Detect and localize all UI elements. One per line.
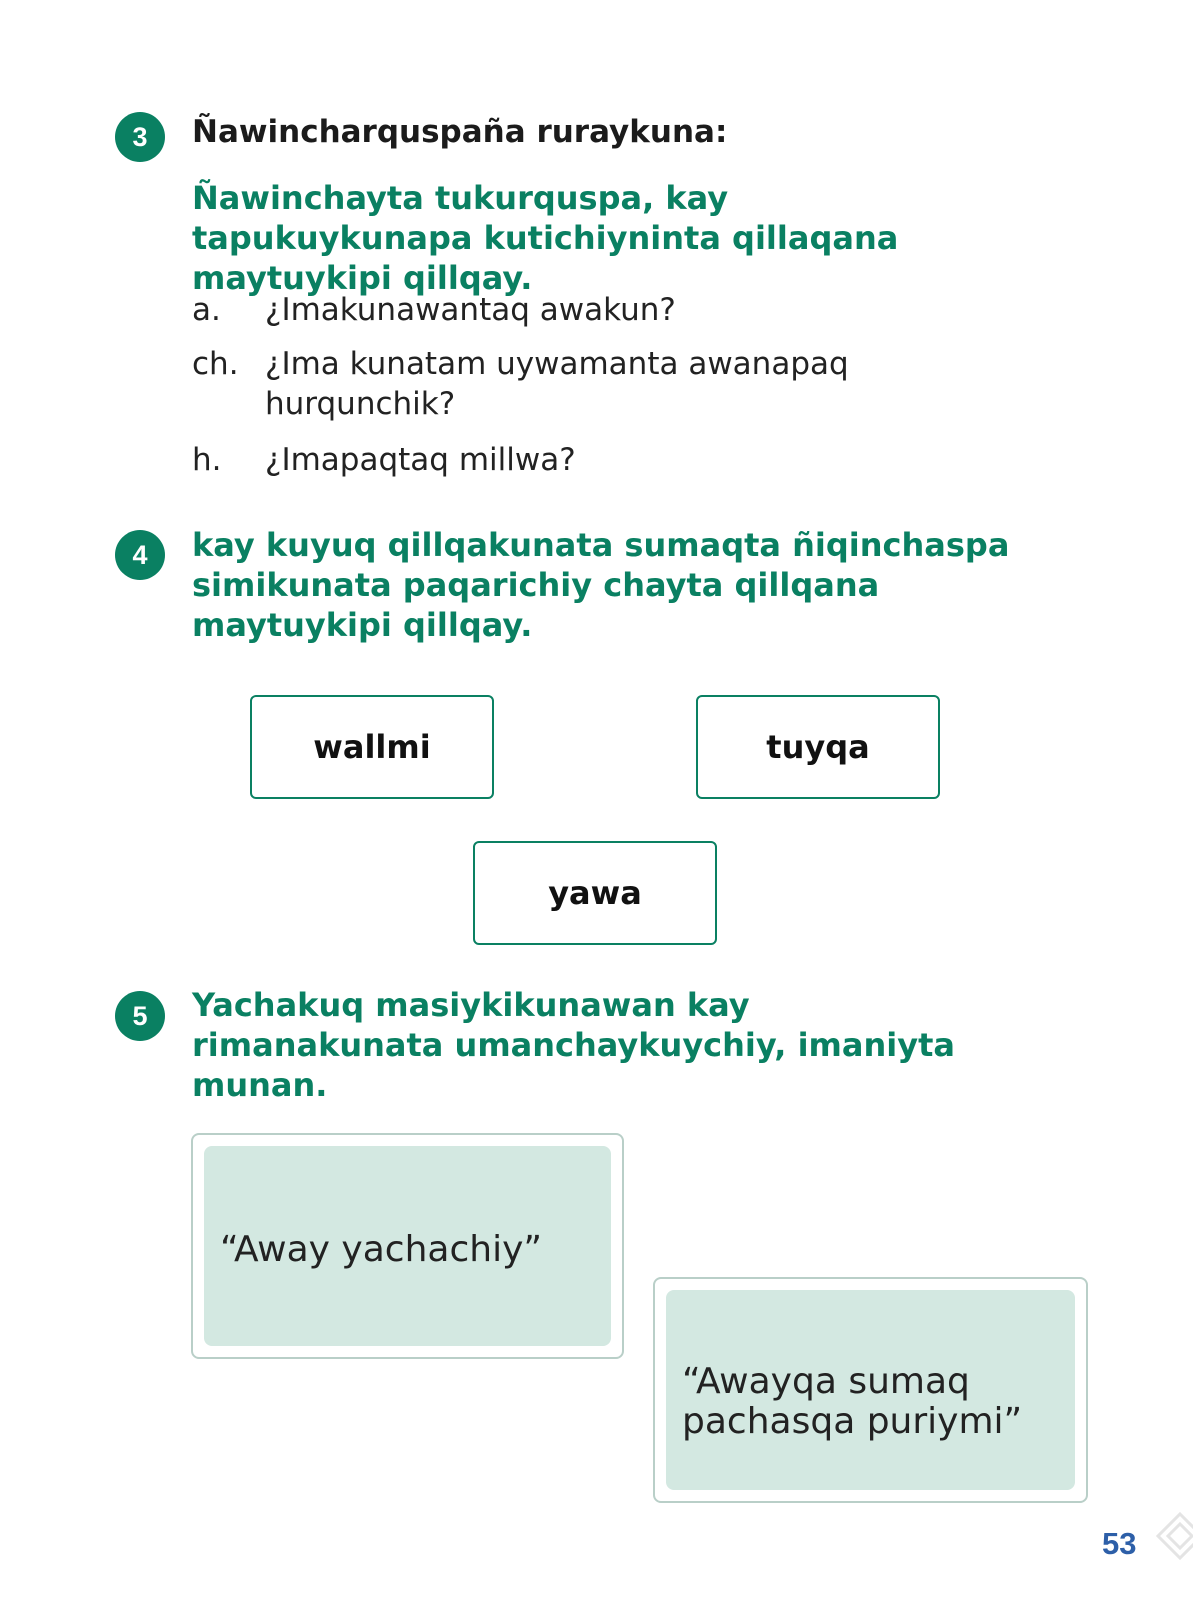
section-4-number-badge: 4 bbox=[115, 530, 165, 580]
phrase-card-1 bbox=[191, 1133, 624, 1359]
phrase-card-background bbox=[204, 1146, 611, 1346]
section-4-instruction: kay kuyuq qillqakunata sumaqta ñiqinchaspa simikunata paqarichiy chayta qillqana maytuykipi qillqay. bbox=[192, 526, 1010, 644]
question-text: ¿Ima kunatam uywamanta awanapaq hurqunchik? bbox=[265, 346, 849, 422]
question-letter: ch. bbox=[192, 346, 239, 382]
question-text: ¿Imakunawantaq awakun? bbox=[265, 292, 676, 328]
question-letter: a. bbox=[192, 292, 221, 328]
word-box-wallmi: wallmi bbox=[250, 695, 494, 799]
corner-diamond-ornament bbox=[1150, 1506, 1193, 1566]
word-box-tuyqa: tuyqa bbox=[696, 695, 940, 799]
question-text: ¿Imapaqtaq millwa? bbox=[265, 442, 576, 478]
phrase-card-2 bbox=[653, 1277, 1088, 1503]
phrase-card-background bbox=[666, 1290, 1075, 1490]
section-3-number-badge: 3 bbox=[115, 112, 165, 162]
phrase-text: “Awayqa sumaq pachasqa puriymi” bbox=[682, 1361, 1023, 1442]
phrase-text: “Away yachachiy” bbox=[220, 1229, 543, 1270]
word-box-yawa: yawa bbox=[473, 841, 717, 945]
section-3-title: Ñawincharquspaña ruraykuna: bbox=[192, 114, 728, 150]
section-3-instruction: Ñawinchayta tukurquspa, kay tapukuykunapa kutichiyninta qillaqana maytuykipi qillqay. bbox=[192, 179, 899, 297]
question-letter: h. bbox=[192, 442, 222, 478]
section-5-number-badge: 5 bbox=[115, 991, 165, 1041]
section-5-instruction: Yachakuq masiykikunawan kay rimanakunata umanchaykuychiy, imaniyta munan. bbox=[192, 986, 955, 1104]
page-number: 53 bbox=[1102, 1526, 1137, 1561]
